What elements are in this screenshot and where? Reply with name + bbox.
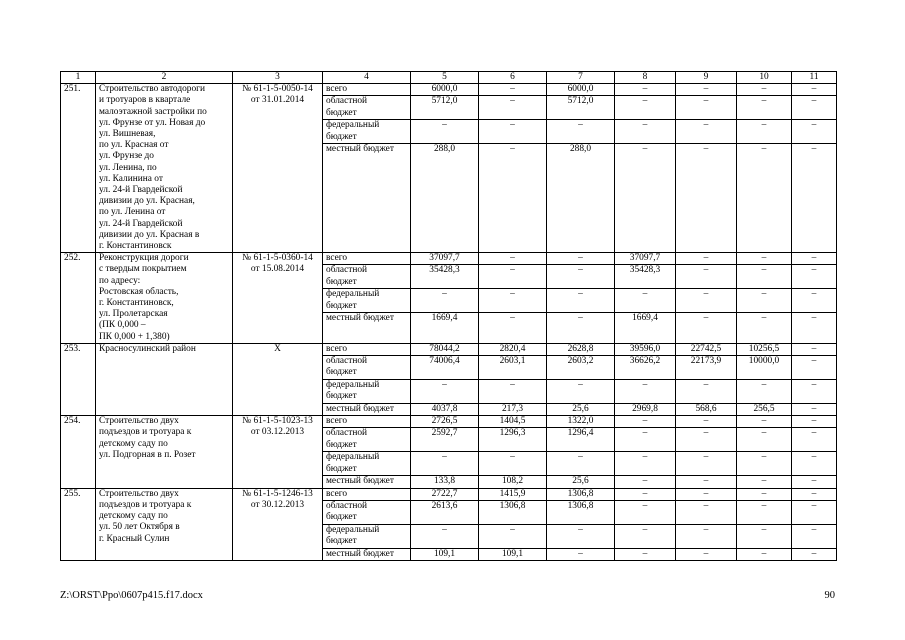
amount-cell: 1415,9 [479, 488, 547, 500]
amount-cell: – [615, 144, 676, 253]
funding-source: всего [323, 253, 411, 265]
amount-cell: 2628,8 [547, 343, 615, 355]
amount-cell: 37097,7 [411, 253, 479, 265]
column-header-row [61, 72, 837, 84]
amount-cell: – [676, 416, 737, 428]
amount-cell: 108,2 [479, 476, 547, 488]
amount-cell: – [479, 265, 547, 289]
amount-cell: – [676, 548, 737, 560]
amount-cell: 1669,4 [411, 313, 479, 343]
amount-cell: 10000,0 [737, 356, 792, 380]
amount-cell: 109,1 [411, 548, 479, 560]
amount-cell: 6000,0 [411, 84, 479, 96]
amount-cell: – [615, 500, 676, 524]
amount-cell: – [792, 524, 837, 548]
amount-cell: – [737, 144, 792, 253]
amount-cell: – [615, 416, 676, 428]
item-number: 253. [61, 343, 96, 415]
column-header: 4 [323, 72, 411, 84]
amount-cell: 1296,3 [479, 428, 547, 452]
table-body [61, 72, 837, 561]
amount-cell: – [411, 380, 479, 404]
funding-source: местный бюджет [323, 404, 411, 416]
amount-cell: – [479, 380, 547, 404]
funding-source: областной бюджет [323, 96, 411, 120]
registration-number: № 61-1-5-1246-13 от 30.12.2013 [233, 488, 323, 560]
amount-cell: – [792, 84, 837, 96]
amount-cell: 1306,8 [479, 500, 547, 524]
footer-file-path: Z:\ORST\Ppo\0607p415.f17.docx [60, 590, 203, 601]
amount-cell: – [792, 380, 837, 404]
amount-cell: – [547, 289, 615, 313]
funding-source: федеральный бюджет [323, 289, 411, 313]
amount-cell: 2613,6 [411, 500, 479, 524]
amount-cell: 2603,1 [479, 356, 547, 380]
registration-number: № 61-1-5-0360-14 от 15.08.2014 [233, 253, 323, 344]
item-number: 254. [61, 416, 96, 488]
amount-cell: – [411, 120, 479, 144]
amount-cell: 25,6 [547, 404, 615, 416]
amount-cell: – [547, 452, 615, 476]
amount-cell: – [676, 253, 737, 265]
amount-cell: 1306,8 [547, 500, 615, 524]
amount-cell: – [792, 488, 837, 500]
amount-cell: – [737, 265, 792, 289]
amount-cell: 22742,5 [676, 343, 737, 355]
amount-cell: – [737, 120, 792, 144]
amount-cell: 288,0 [411, 144, 479, 253]
column-header: 2 [96, 72, 233, 84]
column-header: 6 [479, 72, 547, 84]
amount-cell: 2592,7 [411, 428, 479, 452]
amount-cell: – [615, 548, 676, 560]
amount-cell: – [676, 428, 737, 452]
item-number: 252. [61, 253, 96, 344]
amount-cell: – [547, 265, 615, 289]
amount-cell: 2603,2 [547, 356, 615, 380]
amount-cell: 133,8 [411, 476, 479, 488]
amount-cell: – [737, 488, 792, 500]
amount-cell: – [792, 96, 837, 120]
amount-cell: 1296,4 [547, 428, 615, 452]
funding-source: всего [323, 416, 411, 428]
amount-cell: – [676, 452, 737, 476]
column-header: 1 [61, 72, 96, 84]
amount-cell: – [737, 476, 792, 488]
amount-cell: – [792, 265, 837, 289]
column-header: 7 [547, 72, 615, 84]
footer-page-number: 90 [824, 590, 835, 601]
amount-cell: 39596,0 [615, 343, 676, 355]
amount-cell: – [547, 313, 615, 343]
amount-cell: – [737, 428, 792, 452]
registration-number: № 61-1-5-1023-13 от 03.12.2013 [233, 416, 323, 488]
amount-cell: – [737, 380, 792, 404]
amount-cell: 78044,2 [411, 343, 479, 355]
amount-cell: – [479, 96, 547, 120]
amount-cell: – [547, 120, 615, 144]
amount-cell: – [615, 524, 676, 548]
amount-cell: – [792, 313, 837, 343]
amount-cell: – [676, 313, 737, 343]
amount-cell: 2726,5 [411, 416, 479, 428]
amount-cell: – [547, 253, 615, 265]
amount-cell: 109,1 [479, 548, 547, 560]
amount-cell: – [676, 265, 737, 289]
amount-cell: – [792, 476, 837, 488]
amount-cell: – [792, 356, 837, 380]
amount-cell: – [792, 120, 837, 144]
column-header: 8 [615, 72, 676, 84]
amount-cell: – [547, 548, 615, 560]
amount-cell: – [737, 96, 792, 120]
amount-cell: – [615, 380, 676, 404]
amount-cell: – [615, 452, 676, 476]
funding-source: федеральный бюджет [323, 380, 411, 404]
amount-cell: – [737, 548, 792, 560]
amount-cell: 36626,2 [615, 356, 676, 380]
amount-cell: – [676, 500, 737, 524]
funding-source: областной бюджет [323, 356, 411, 380]
amount-cell: – [479, 120, 547, 144]
amount-cell: – [479, 289, 547, 313]
table-row [61, 253, 837, 265]
object-description: Строительство автодороги и тротуаров в квартале малоэтажной застройки по ул. Фрунзе от ул. Новая до ул. Вишневая, по ул. Красная от ул. Фрунзе до ул. Ленина, по ул. Калинина от ул. 24-й Гвардейской дивизии до ул. Красная, по ул. Ленина от ул. 24-й Гвардейской дивизии до ул. Красная в г. Константиновск [96, 84, 233, 253]
amount-cell: – [676, 380, 737, 404]
amount-cell: – [615, 289, 676, 313]
amount-cell: 568,6 [676, 404, 737, 416]
amount-cell: – [737, 500, 792, 524]
object-description: Строительство двух подъездов и тротуара к детскому саду по ул. Подгорная в п. Розет [96, 416, 233, 488]
funding-source: всего [323, 488, 411, 500]
amount-cell: 22173,9 [676, 356, 737, 380]
column-header: 11 [792, 72, 837, 84]
amount-cell: 35428,3 [615, 265, 676, 289]
table-row [61, 343, 837, 355]
amount-cell: 2722,7 [411, 488, 479, 500]
amount-cell: – [792, 548, 837, 560]
amount-cell: – [479, 84, 547, 96]
amount-cell: – [676, 144, 737, 253]
table-row [61, 416, 837, 428]
amount-cell: – [479, 313, 547, 343]
amount-cell: – [479, 144, 547, 253]
column-header: 5 [411, 72, 479, 84]
amount-cell: 5712,0 [411, 96, 479, 120]
funding-source: федеральный бюджет [323, 452, 411, 476]
amount-cell: 256,5 [737, 404, 792, 416]
amount-cell: 35428,3 [411, 265, 479, 289]
amount-cell: – [615, 96, 676, 120]
amount-cell: – [676, 120, 737, 144]
amount-cell: 6000,0 [547, 84, 615, 96]
amount-cell: 2820,4 [479, 343, 547, 355]
item-number: 251. [61, 84, 96, 253]
amount-cell: – [547, 380, 615, 404]
amount-cell: 5712,0 [547, 96, 615, 120]
amount-cell: – [792, 452, 837, 476]
table-row [61, 488, 837, 500]
amount-cell: – [737, 524, 792, 548]
registration-number: № 61-1-5-0050-14 от 31.01.2014 [233, 84, 323, 253]
object-description: Строительство двух подъездов и тротуара к детскому саду по ул. 50 лет Октября в г. Красный Сулин [96, 488, 233, 560]
amount-cell: 1669,4 [615, 313, 676, 343]
amount-cell: – [737, 416, 792, 428]
amount-cell: – [479, 253, 547, 265]
amount-cell: – [676, 488, 737, 500]
funding-source: областной бюджет [323, 265, 411, 289]
amount-cell: – [737, 289, 792, 313]
amount-cell: – [676, 524, 737, 548]
amount-cell: 288,0 [547, 144, 615, 253]
funding-source: всего [323, 84, 411, 96]
amount-cell: 1404,5 [479, 416, 547, 428]
amount-cell: 2969,8 [615, 404, 676, 416]
amount-cell: 25,6 [547, 476, 615, 488]
funding-source: федеральный бюджет [323, 120, 411, 144]
amount-cell: – [676, 96, 737, 120]
amount-cell: – [615, 84, 676, 96]
amount-cell: – [792, 428, 837, 452]
amount-cell: – [615, 476, 676, 488]
amount-cell: – [676, 289, 737, 313]
column-header: 10 [737, 72, 792, 84]
amount-cell: – [792, 343, 837, 355]
amount-cell: – [615, 428, 676, 452]
amount-cell: – [676, 84, 737, 96]
amount-cell: 217,3 [479, 404, 547, 416]
amount-cell: – [737, 452, 792, 476]
registration-number: Х [233, 343, 323, 415]
amount-cell: – [411, 452, 479, 476]
amount-cell: – [479, 524, 547, 548]
funding-source: всего [323, 343, 411, 355]
column-header: 3 [233, 72, 323, 84]
amount-cell: – [411, 289, 479, 313]
amount-cell: 4037,8 [411, 404, 479, 416]
object-description: Красносулинский район [96, 343, 233, 415]
amount-cell: – [615, 488, 676, 500]
amount-cell: 74006,4 [411, 356, 479, 380]
amount-cell: – [676, 476, 737, 488]
amount-cell: – [479, 452, 547, 476]
amount-cell: 1322,0 [547, 416, 615, 428]
amount-cell: – [737, 84, 792, 96]
amount-cell: – [547, 524, 615, 548]
amount-cell: – [792, 253, 837, 265]
amount-cell: 10256,5 [737, 343, 792, 355]
amount-cell: – [792, 144, 837, 253]
funding-source: местный бюджет [323, 144, 411, 253]
amount-cell: – [737, 313, 792, 343]
item-number: 255. [61, 488, 96, 560]
budget-table [60, 71, 837, 561]
amount-cell: 37097,7 [615, 253, 676, 265]
amount-cell: – [792, 416, 837, 428]
amount-cell: – [792, 500, 837, 524]
table-row [61, 84, 837, 96]
object-description: Реконструкция дороги с твердым покрытием по адресу: Ростовская область, г. Константиновск, ул. Пролетарская (ПК 0,000 – ПК 0,000 + 1,380) [96, 253, 233, 344]
amount-cell: – [792, 289, 837, 313]
funding-source: областной бюджет [323, 500, 411, 524]
amount-cell: – [792, 404, 837, 416]
amount-cell: – [411, 524, 479, 548]
amount-cell: – [737, 253, 792, 265]
amount-cell: – [615, 120, 676, 144]
funding-source: федеральный бюджет [323, 524, 411, 548]
funding-source: местный бюджет [323, 476, 411, 488]
column-header: 9 [676, 72, 737, 84]
funding-source: областной бюджет [323, 428, 411, 452]
funding-source: местный бюджет [323, 548, 411, 560]
funding-source: местный бюджет [323, 313, 411, 343]
amount-cell: 1306,8 [547, 488, 615, 500]
